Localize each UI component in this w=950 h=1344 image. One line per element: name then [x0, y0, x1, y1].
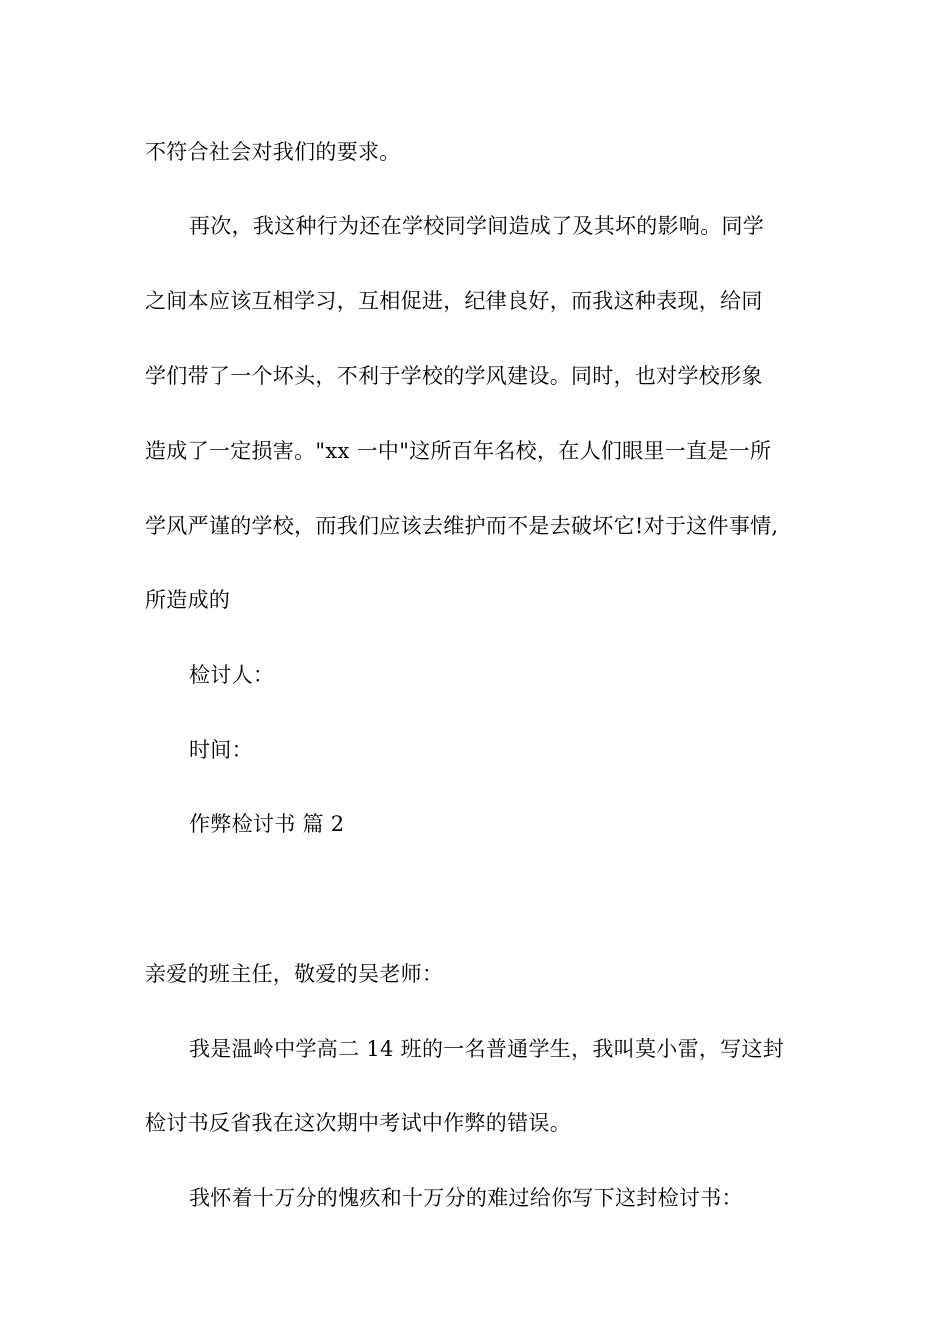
paragraph-line: 不符合社会对我们的要求。 [145, 140, 401, 164]
paragraph-line: 所造成的 [145, 588, 231, 612]
paragraph-line: 再次，我这种行为还在学校同学间造成了及其坏的影响。同学 [189, 214, 765, 238]
paragraph-line: 之间本应该互相学习，互相促进，纪律良好，而我这种表现，给同 [145, 289, 763, 313]
paragraph-line: 造成了一定损害。"xx 一中"这所百年名校，在人们眼里一直是一所 [145, 439, 772, 463]
paragraph-line: 我是温岭中学高二 14 班的一名普通学生，我叫莫小雷，写这封 [189, 1037, 785, 1061]
date-label: 时间： [189, 738, 253, 762]
paragraph-line: 学风严谨的学校，而我们应该去维护而不是去破坏它!对于这件事情, [145, 514, 779, 538]
signatory-label: 检讨人： [189, 663, 275, 687]
salutation: 亲爱的班主任，敬爱的吴老师： [145, 962, 444, 986]
section-heading: 作弊检讨书 篇 2 [189, 812, 345, 836]
paragraph-line: 我怀着十万分的愧疚和十万分的难过给你写下这封检讨书： [189, 1186, 743, 1210]
paragraph-line: 学们带了一个坏头，不利于学校的学风建设。同时，也对学校形象 [145, 364, 763, 388]
paragraph-line: 检讨书反省我在这次期中考试中作弊的错误。 [145, 1111, 571, 1135]
